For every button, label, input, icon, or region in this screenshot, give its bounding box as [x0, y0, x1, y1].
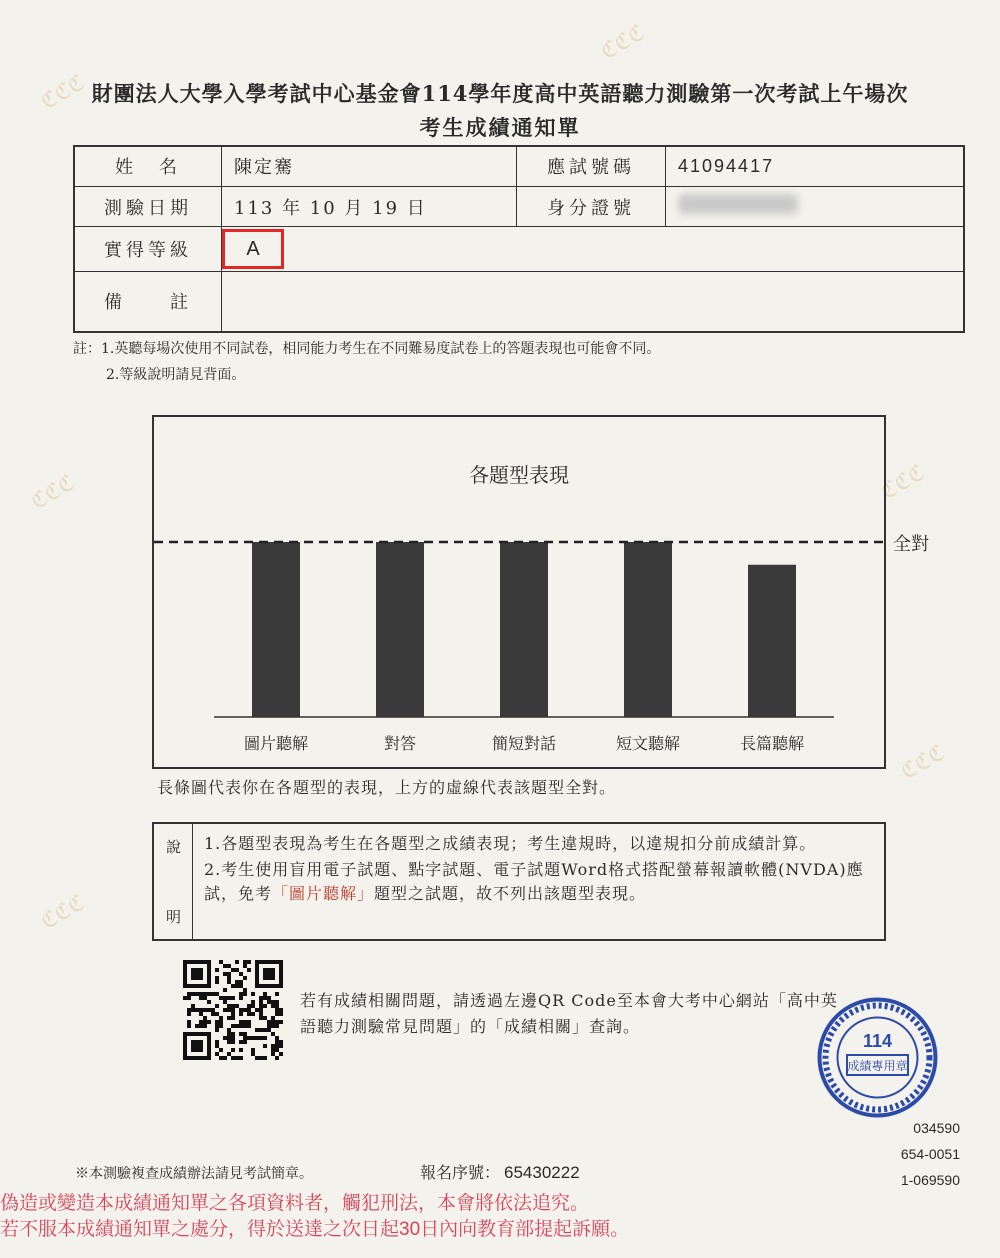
qr-module [231, 1036, 235, 1040]
qr-module [227, 1004, 231, 1008]
qr-module [243, 1020, 247, 1024]
qr-module [259, 1056, 263, 1060]
qr-module [255, 1056, 259, 1060]
qr-module [223, 996, 227, 1000]
qr-module [211, 1012, 215, 1016]
legal-warning-2: 若不服本成績通知單之處分，得於送達之次日起30日內向教育部提起訴願。 [0, 1219, 630, 1240]
qr-module [235, 960, 239, 964]
category-label: 簡短對話 [491, 734, 557, 753]
bar-5 [748, 565, 796, 717]
qr-module [247, 1012, 251, 1016]
qr-module [227, 1040, 231, 1044]
explanation-side-label [154, 824, 193, 939]
qr-module [227, 1008, 231, 1012]
qr-module [271, 1048, 275, 1052]
qr-module [247, 968, 251, 972]
category-label: 圖片聽解 [243, 734, 309, 753]
name-label: 姓 名 [74, 146, 222, 186]
qr-module [207, 1000, 211, 1004]
qr-module [243, 1024, 247, 1028]
qr-module [259, 1004, 263, 1008]
qr-module [275, 992, 279, 996]
date-label: 測驗日期 [74, 186, 222, 226]
qr-module [275, 1036, 279, 1040]
qr-module [275, 1008, 279, 1012]
qr-module [231, 996, 235, 1000]
qr-module [203, 996, 207, 1000]
qr-module [239, 972, 243, 976]
code-2: 654-0051 [900, 1146, 960, 1162]
category-label: 短文聽解 [615, 734, 681, 753]
explanation-item-2-suffix: 題型之試題，故不列出該題型表現。 [374, 884, 647, 903]
qr-module [239, 1012, 243, 1016]
bar-4 [624, 542, 672, 717]
qr-module [223, 1000, 227, 1004]
qr-module [191, 1004, 195, 1008]
qr-module [215, 1044, 219, 1048]
explanation-item-2 [204, 858, 874, 906]
qr-module [239, 1024, 243, 1028]
qr-module [263, 996, 267, 1000]
qr-module [247, 1036, 251, 1040]
qr-module [247, 1008, 251, 1012]
chart-caption: 長條圖代表你在各題型的表現，上方的虛線代表該題型全對。 [157, 778, 617, 797]
qr-module [187, 1020, 191, 1024]
full-score-label: 全對 [893, 534, 929, 555]
qr-module [251, 1036, 255, 1040]
qr-module [231, 1012, 235, 1016]
qr-module [243, 960, 247, 964]
exam-number-label: 應試號碼 [517, 146, 666, 186]
background-watermark: ℭℭℭ [36, 70, 90, 115]
performance-chart [152, 415, 886, 769]
chart-canvas [154, 417, 884, 767]
qr-module [239, 992, 243, 996]
qr-module [223, 1036, 227, 1040]
qr-module [227, 1016, 231, 1020]
qr-module [243, 1008, 247, 1012]
qr-module [255, 1036, 259, 1040]
explanation-item-1: 1.各題型表現為考生在各題型之成績表現；考生違規時，以違規扣分前成績計算。 [204, 834, 817, 853]
document-subtitle: 考生成績通知單 [419, 115, 581, 140]
qr-module [271, 1004, 275, 1008]
qr-module [271, 1024, 275, 1028]
qr-module [239, 980, 243, 984]
qr-module [235, 1024, 239, 1028]
qr-module [275, 1044, 279, 1048]
qr-module [263, 1044, 267, 1048]
explanation-item-2-highlight: 「圖片聽解」 [272, 884, 375, 903]
official-seal [815, 995, 940, 1120]
qr-module [203, 1016, 207, 1020]
qr-module [215, 1024, 219, 1028]
qr-module [263, 1016, 267, 1020]
qr-module [223, 972, 227, 976]
qr-module [243, 1040, 247, 1044]
grade-value: A [222, 229, 284, 269]
qr-module [215, 992, 219, 996]
qr-module [251, 1052, 255, 1056]
grade-cell [222, 227, 965, 271]
qr-module [195, 992, 199, 996]
qr-module [271, 1016, 275, 1020]
redacted-id [678, 194, 798, 214]
qr-module [255, 1028, 259, 1032]
qr-module [207, 1008, 211, 1012]
qr-module [199, 1008, 203, 1012]
qr-module [215, 1020, 219, 1024]
qr-module [227, 996, 231, 1000]
registration-number [420, 1160, 580, 1183]
qr-module [263, 1036, 267, 1040]
explanation-box [152, 822, 886, 941]
qr-module [259, 1036, 263, 1040]
qr-module [259, 1012, 263, 1016]
review-note: ※本測驗複查成績辦法請見考試簡章。 [75, 1166, 313, 1182]
qr-module [195, 1024, 199, 1028]
qr-module [191, 1008, 195, 1012]
qr-finder-center [263, 968, 275, 980]
qr-module [243, 1036, 247, 1040]
qr-module [231, 1048, 235, 1052]
qr-module [215, 1040, 219, 1044]
qr-finder-center [191, 968, 203, 980]
qr-module [227, 976, 231, 980]
bar-3 [500, 542, 548, 717]
candidate-info-table [73, 145, 965, 333]
qr-module [215, 1028, 219, 1032]
qr-module [187, 1024, 191, 1028]
exam-number-value: 41094417 [666, 146, 965, 186]
qr-module [219, 1048, 223, 1052]
qr-module [271, 1020, 275, 1024]
background-watermark: ℭℭℭ [876, 460, 930, 505]
qr-module [199, 1020, 203, 1024]
qr-module [239, 1048, 243, 1052]
qr-module [275, 1020, 279, 1024]
background-watermark: ℭℭℭ [596, 20, 650, 65]
qr-module [275, 1040, 279, 1044]
qr-module [231, 1008, 235, 1012]
qr-module [215, 980, 219, 984]
qr-module [235, 984, 239, 988]
qr-module [259, 1016, 263, 1020]
qr-module [247, 960, 251, 964]
qr-module [251, 1000, 255, 1004]
qr-module [279, 1012, 283, 1016]
qr-module [227, 964, 231, 968]
registration-label: 報名序號： [420, 1163, 501, 1182]
qr-module [267, 1024, 271, 1028]
qr-module [251, 1048, 255, 1052]
qr-module [211, 1008, 215, 1012]
qr-module [251, 1004, 255, 1008]
qr-module [227, 980, 231, 984]
qr-module [263, 1028, 267, 1032]
qr-module [247, 1004, 251, 1008]
legal-warning-1: 偽造或變造本成績通知單之各項資料者，觸犯刑法，本會將依法追究。 [0, 1193, 590, 1214]
qr-module [203, 992, 207, 996]
qr-module [223, 1056, 227, 1060]
qr-module [231, 1024, 235, 1028]
code-1: 034590 [913, 1120, 960, 1136]
qr-module [243, 1032, 247, 1036]
qr-module [219, 960, 223, 964]
category-label: 對答 [383, 734, 417, 753]
qr-module [199, 1012, 203, 1016]
qr-module [195, 1008, 199, 1012]
qr-module [219, 1020, 223, 1024]
qr-module [223, 1008, 227, 1012]
qr-module [199, 1024, 203, 1028]
qr-module [251, 992, 255, 996]
qr-module [279, 1020, 283, 1024]
explanation-side-bottom: 明 [166, 908, 182, 926]
note-2: 2.等級說明請見背面。 [106, 367, 246, 383]
qr-module [243, 976, 247, 980]
qr-module [227, 972, 231, 976]
qr-module [279, 1008, 283, 1012]
qr-module [183, 996, 187, 1000]
qr-module [243, 988, 247, 992]
qr-module [219, 1056, 223, 1060]
qr-module [247, 1024, 251, 1028]
qr-module [231, 1032, 235, 1036]
qr-module [207, 1020, 211, 1024]
qr-module [259, 1008, 263, 1012]
seal-year: 114 [862, 1031, 893, 1051]
date-value: 113 年 10 月 19 日 [222, 186, 517, 226]
qr-module [231, 1004, 235, 1008]
qr-module [227, 1052, 231, 1056]
qr-module [267, 1028, 271, 1032]
reference-codes [870, 1115, 960, 1193]
qr-module [203, 1024, 207, 1028]
registration-value: 65430222 [504, 1163, 580, 1182]
qr-module [219, 1016, 223, 1020]
qr-module [187, 992, 191, 996]
qr-module [187, 1012, 191, 1016]
qr-module [243, 964, 247, 968]
qr-module [271, 1052, 275, 1056]
qr-module [279, 1052, 283, 1056]
qr-module [235, 968, 239, 972]
qr-module [231, 968, 235, 972]
background-watermark: ℭℭℭ [896, 740, 950, 785]
qr-module [207, 992, 211, 996]
qr-module [199, 996, 203, 1000]
qr-module [219, 1024, 223, 1028]
qr-module [227, 1036, 231, 1040]
qr-module [203, 1008, 207, 1012]
qr-module [235, 1004, 239, 1008]
code-3: 1-069590 [900, 1172, 960, 1188]
qr-module [239, 1008, 243, 1012]
qr-module [239, 1056, 243, 1060]
qr-module [239, 996, 243, 1000]
qr-code[interactable] [183, 960, 283, 1060]
qr-module [223, 964, 227, 968]
qr-module [231, 984, 235, 988]
qr-module [223, 988, 227, 992]
qr-module [231, 1040, 235, 1044]
qr-module [263, 1056, 267, 1060]
qr-module [239, 1032, 243, 1036]
explanation-text [204, 832, 874, 906]
qr-module [271, 1044, 275, 1048]
qr-module [215, 1004, 219, 1008]
qr-module [259, 1000, 263, 1004]
qr-module [231, 1016, 235, 1020]
chart-title: 各題型表現 [469, 463, 569, 487]
id-label: 身分證號 [517, 186, 666, 226]
qr-module [263, 1004, 267, 1008]
qr-module [215, 1052, 219, 1056]
qr-module [275, 1012, 279, 1016]
qr-module [239, 984, 243, 988]
qr-module [275, 1056, 279, 1060]
explanation-item-2-prefix: 2.考生使用盲用電子試題、點字試題、電子試題Word格式搭配螢幕報讀軟體(NVDA)應試，免考 [204, 860, 864, 903]
qr-module [239, 1020, 243, 1024]
qr-module [231, 1056, 235, 1060]
qr-module [235, 980, 239, 984]
qr-module [271, 1000, 275, 1004]
qr-module [191, 992, 195, 996]
qr-module [279, 1044, 283, 1048]
remarks-label: 備 註 [74, 271, 222, 332]
qr-module [243, 992, 247, 996]
bar-2 [376, 542, 424, 717]
qr-module [215, 1012, 219, 1016]
qr-module [211, 992, 215, 996]
qr-module [279, 1040, 283, 1044]
qr-module [247, 1020, 251, 1024]
qr-module [255, 1008, 259, 1012]
bar-1 [252, 542, 300, 717]
background-watermark: ℭℭℭ [36, 890, 90, 935]
qr-module [275, 1004, 279, 1008]
note-1: 註：1.英聽每場次使用不同試卷，相同能力考生在不同難易度試卷上的答題表現也可能會不同。 [73, 341, 661, 357]
qr-module [215, 976, 219, 980]
qr-finder-center [191, 1040, 203, 1052]
contact-text: 若有成績相關問題，請透過左邊QR Code至本會大考中心網站「高中英語聽力測驗常見問題」的「成績相關」查詢。 [300, 991, 838, 1036]
qr-module [187, 996, 191, 1000]
qr-module [275, 1000, 279, 1004]
qr-module [235, 1056, 239, 1060]
document-title: 財團法人大學入學考試中心基金會114學年度高中英語聽力測驗第一次考試上午場次 [91, 81, 909, 106]
qr-module [187, 1008, 191, 1012]
qr-module [263, 992, 267, 996]
qr-module [227, 1032, 231, 1036]
background-watermark: ℭℭℭ [26, 470, 80, 515]
grade-label: 實得等級 [74, 227, 222, 271]
qr-module [259, 1028, 263, 1032]
category-label: 長篇聽解 [739, 734, 805, 753]
qr-module [203, 1020, 207, 1024]
qr-module [239, 1040, 243, 1044]
id-value [666, 186, 965, 226]
qr-module [271, 1032, 275, 1036]
qr-module [267, 1000, 271, 1004]
remarks-value [222, 271, 965, 332]
name-value: 陳定騫 [222, 146, 517, 186]
qr-module [275, 1024, 279, 1028]
qr-module [251, 1012, 255, 1016]
qr-module [267, 996, 271, 1000]
seal-label: 成績專用章 [847, 1059, 908, 1073]
qr-module [275, 1048, 279, 1052]
qr-module [215, 968, 219, 972]
qr-module [267, 1020, 271, 1024]
explanation-side-top: 說 [166, 838, 182, 856]
notes [73, 336, 660, 388]
qr-module [259, 996, 263, 1000]
qr-module [199, 992, 203, 996]
qr-module [227, 1028, 231, 1032]
qr-module [219, 996, 223, 1000]
